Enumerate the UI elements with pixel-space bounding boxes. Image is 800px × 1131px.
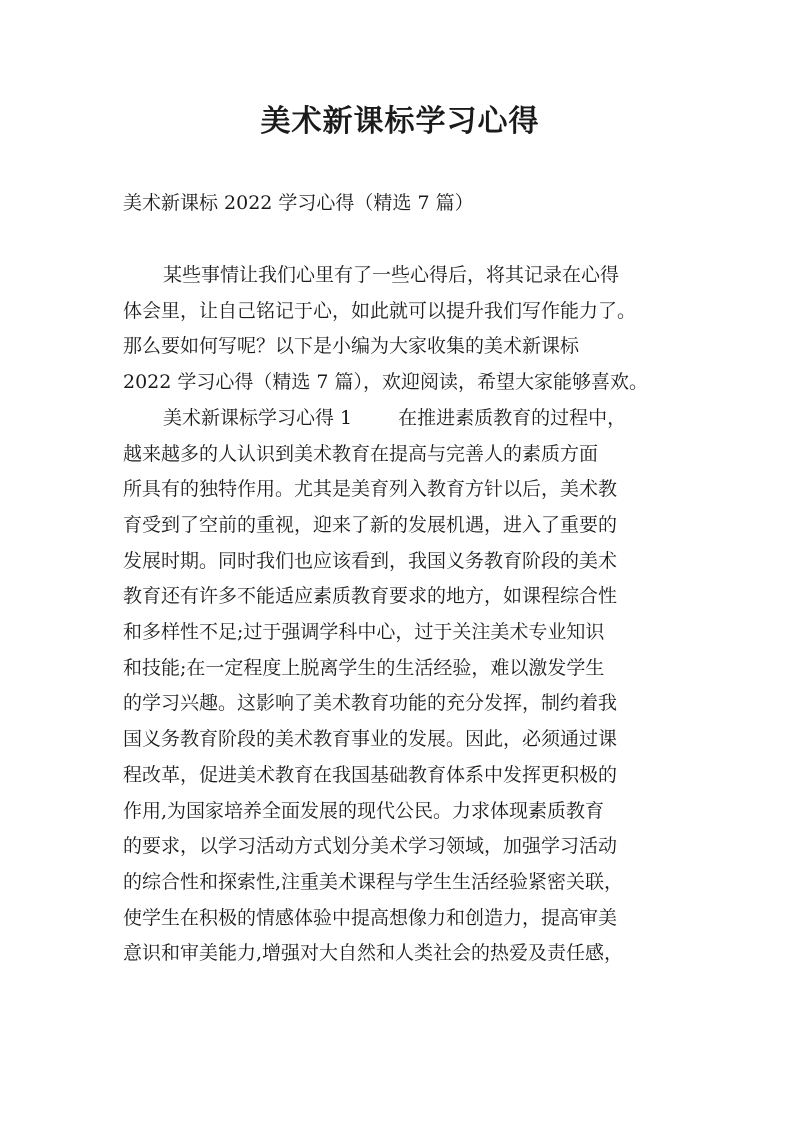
body-line: 所具有的独特作用。尤其是美育列入教育方针以后，美术教 [123, 478, 618, 501]
body-line: 的综合性和探索性,注重美术课程与学生生活经验紧密关联， [123, 870, 624, 893]
section-first-line: 在推进素质教育的过程中， [398, 406, 627, 429]
intro-line: 某些事情让我们心里有了一些心得后，将其记录在心得 [163, 264, 620, 286]
body-line: 的要求，以学习活动方式划分美术学习领域，加强学习活动 [123, 835, 618, 858]
section-heading-line [123, 401, 681, 437]
body-line: 国义务教育阶段的美术教育事业的发展。因此，必须通过课 [123, 728, 618, 751]
body-line: 教育还有许多不能适应素质教育要求的地方，如课程综合性 [123, 585, 618, 608]
body-line: 育受到了空前的重视，迎来了新的发展机遇，进入了重要的 [123, 513, 618, 536]
body-line: 发展时期。同时我们也应该看到，我国义务教育阶段的美术 [123, 549, 618, 572]
intro-line: 体会里，让自己铭记于心，如此就可以提升我们写作能力了。 [123, 299, 637, 322]
document-title: 美术新课标学习心得 [260, 104, 540, 139]
body-line: 和多样性不足;过于强调学科中心，过于关注美术专业知识 [123, 621, 605, 644]
intro-line: 2022 学习心得（精选 7 篇），欢迎阅读，希望大家能够喜欢。 [123, 371, 649, 394]
document-body [123, 258, 681, 972]
body-line: 意识和审美能力,增强对大自然和人类社会的热爱及责任感， [123, 942, 624, 965]
intro-line: 那么要如何写呢？以下是小编为大家收集的美术新课标 [123, 335, 580, 358]
body-line: 使学生在积极的情感体验中提高想像力和创造力，提高审美 [123, 906, 618, 929]
body-line: 作用,为国家培养全面发展的现代公民。力求体现素质教育 [123, 799, 605, 822]
section-heading: 美术新课标学习心得 1 [163, 406, 353, 429]
body-line: 的学习兴趣。这影响了美术教育功能的充分发挥，制约着我 [123, 692, 618, 715]
body-line: 程改革，促进美术教育在我国基础教育体系中发挥更积极的 [123, 763, 618, 786]
body-line: 越来越多的人认识到美术教育在提高与完善人的素质方面 [123, 442, 599, 465]
document-subtitle: 美术新课标 2022 学习心得（精选 7 篇） [123, 192, 474, 214]
body-line: 和技能;在一定程度上脱离学生的生活经验，难以激发学生 [123, 656, 605, 679]
